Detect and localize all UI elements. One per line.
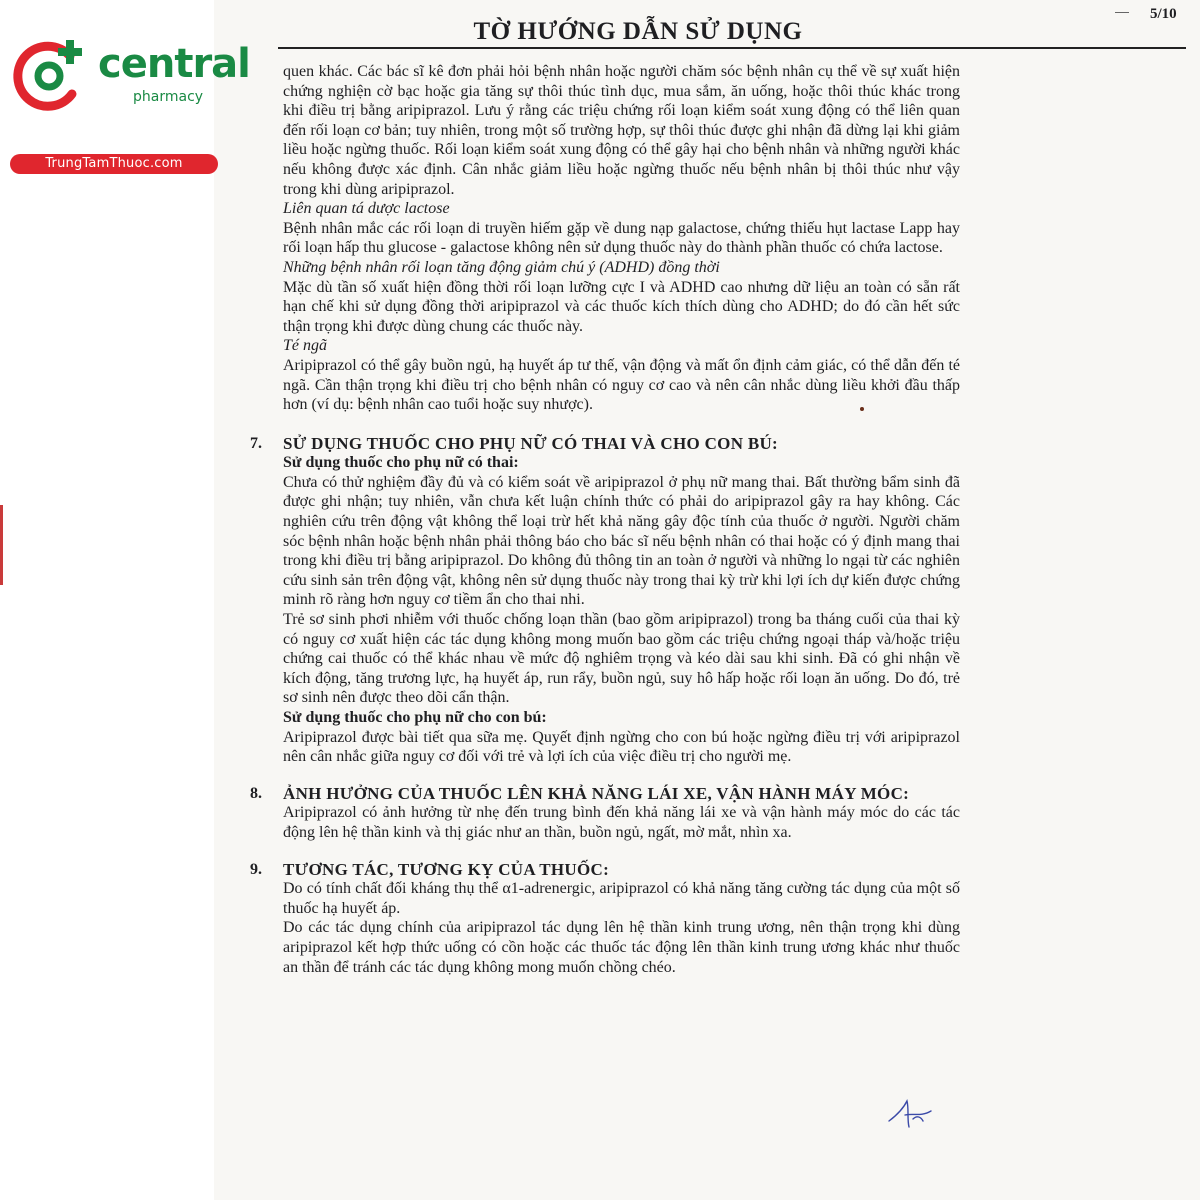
paragraph: Do các tác dụng chính của aripiprazol tác dụng lên hệ thần kinh trung ương, nên thận trọng khi dùng aripiprazol kết hợp thức uống có cồn hoặc các thuốc tác động lên thần kinh trung ương khác như thuốc an thần để tránh các tác dụng không mong muốn chồng chéo. (283, 919, 960, 976)
brand-name: central (98, 41, 250, 87)
paragraph: Bệnh nhân mắc các rối loạn di truyền hiếm gặp về dung nạp galactose, chứng thiếu hụt lactase Lapp hay rối loạn hấp thu glucose - galactose không nên sử dụng thuốc này do thành phần thuốc có chứa lactose. (283, 219, 960, 257)
section-number: 7. (250, 434, 262, 452)
section-heading-7 (250, 434, 960, 454)
section-number: 9. (250, 860, 262, 878)
site-url[interactable]: TrungTamThuoc.com (10, 154, 218, 174)
section-number: 8. (250, 784, 262, 802)
paragraph: Aripiprazol được bài tiết qua sữa mẹ. Quyết định ngừng cho con bú hoặc ngừng điều trị với aripiprazol nên cân nhắc giữa nguy cơ đối với trẻ và lợi ích của việc điều trị cho người mẹ. (283, 728, 960, 766)
paragraph: Do có tính chất đối kháng thụ thể α1-adrenergic, aripiprazol có khả năng tăng cường tác dụng của một số thuốc hạ huyết áp. (283, 880, 960, 917)
subheading: Sử dụng thuốc cho phụ nữ cho con bú: (283, 709, 547, 726)
subheading: Liên quan tá dược lactose (283, 200, 450, 218)
section-heading-8 (250, 784, 960, 804)
paragraph: Trẻ sơ sinh phơi nhiễm với thuốc chống loạn thần (bao gồm aripiprazol) trong ba tháng cuối của thai kỳ có nguy cơ xuất hiện các tác dụng không mong muốn bao gồm các triệu chứng ngoại tháp và/hoặc triệu chứng cai thuốc có thể khác nhau về mức độ nghiêm trọng và kéo dài sau khi sinh. Đã có ghi nhận về kích động, tăng trương lực, hạ huyết áp, run rẩy, buồn ngủ, suy hô hấp hoặc rối loạn ăn uống. Do đó, trẻ sơ sinh nên được theo dõi cẩn thận. (283, 611, 960, 707)
section-heading-9 (250, 860, 960, 880)
pharmacy-logo (10, 36, 250, 171)
page-dash (1115, 12, 1129, 13)
paragraph: Aripiprazol có thể gây buồn ngủ, hạ huyết áp tư thế, vận động và mất ổn định cảm giác, có thể dẫn đến té ngã. Cần thận trọng khi điều trị cho bệnh nhân có nguy cơ cao và nên cân nhắc dùng liều khởi đầu thấp hơn (ví dụ: bệnh nhân cao tuổi hoặc suy nhược). (283, 356, 960, 414)
central-logo-icon (10, 36, 88, 114)
brand-sub: pharmacy (133, 89, 204, 105)
document-body (250, 62, 960, 977)
paragraph: Mặc dù tần số xuất hiện đồng thời rối loạn lưỡng cực I và ADHD cao nhưng dữ liệu an toàn có sẵn rất hạn chế khi sử dụng đồng thời aripiprazol và các thuốc kích thích dùng cho ADHD; do đó cần hết sức thận trọng khi được dùng chung các thuốc này. (283, 278, 960, 335)
subheading: Té ngã (283, 337, 327, 355)
signature-mark (885, 1095, 935, 1130)
page-number: 5/10 (1150, 6, 1177, 22)
document-title: TỜ HƯỚNG DẪN SỬ DỤNG (473, 18, 803, 45)
section-title: SỬ DỤNG THUỐC CHO PHỤ NỮ CÓ THAI VÀ CHO CON BÚ: (283, 433, 779, 453)
section-title: TƯƠNG TÁC, TƯƠNG KỴ CỦA THUỐC: (283, 859, 610, 879)
section-title: ẢNH HƯỞNG CỦA THUỐC LÊN KHẢ NĂNG LÁI XE, VẬN HÀNH MÁY MÓC: (283, 783, 910, 803)
paragraph: quen khác. Các bác sĩ kê đơn phải hỏi bệnh nhân hoặc người chăm sóc bệnh nhân cụ thể về sự xuất hiện chứng nghiện cờ bạc hoặc gia tăng sự thôi thúc tình dục, mua sắm, ăn uống, hoặc thôi thúc khác trong khi điều trị bằng aripiprazol. Lưu ý rằng các triệu chứng rối loạn kiểm soát xung động có thể liên quan đến rối loạn cơ bản; tuy nhiên, trong một số trường hợp, sự thôi thúc được ghi nhận đã dừng lại khi giảm liều hoặc ngừng thuốc. Rối loạn kiểm soát xung động có thể gây hại cho bệnh nhân và những người khác nếu không được xác định. Cân nhắc giảm liều hoặc ngừng thuốc nếu bệnh nhân bị thôi thúc như vậy trong khi dùng aripiprazol. (283, 63, 960, 198)
subheading: Sử dụng thuốc cho phụ nữ có thai: (283, 454, 519, 472)
subheading: Những bệnh nhân rối loạn tăng động giảm chú ý (ADHD) đồng thời (283, 258, 720, 276)
paragraph: Aripiprazol có ảnh hưởng từ nhẹ đến trung bình đến khả năng lái xe và vận hành máy móc do các tác động lên hệ thần kinh và thị giác như an thần, buồn ngủ, ngất, mờ mắt, nhìn xa. (283, 804, 960, 841)
edge-mark (0, 505, 3, 585)
header-rule (278, 47, 1186, 49)
paragraph: Chưa có thử nghiệm đầy đủ và có kiểm soát về aripiprazol ở phụ nữ mang thai. Bất thường bẩm sinh đã được ghi nhận; tuy nhiên, vẫn chưa kết luận chính thức có phải do aripiprazol gây ra hay không. Các nghiên cứu trên động vật không thể loại trừ hết khả năng gây độc tính của thuốc ở người. Người chăm sóc bệnh nhân hoặc bệnh nhân phải thông báo cho bác sĩ nếu bệnh nhân có thai hoặc có ý định mang thai trong khi điều trị bằng aripiprazol. Do không đủ thông tin an toàn ở người và những lo ngại từ các nghiên cứu sinh sản trên động vật, không nên sử dụng thuốc này trong thai kỳ trừ khi lợi ích dự kiến được chứng minh rõ ràng hơn nguy cơ tiềm ẩn cho thai nhi. (283, 473, 960, 609)
